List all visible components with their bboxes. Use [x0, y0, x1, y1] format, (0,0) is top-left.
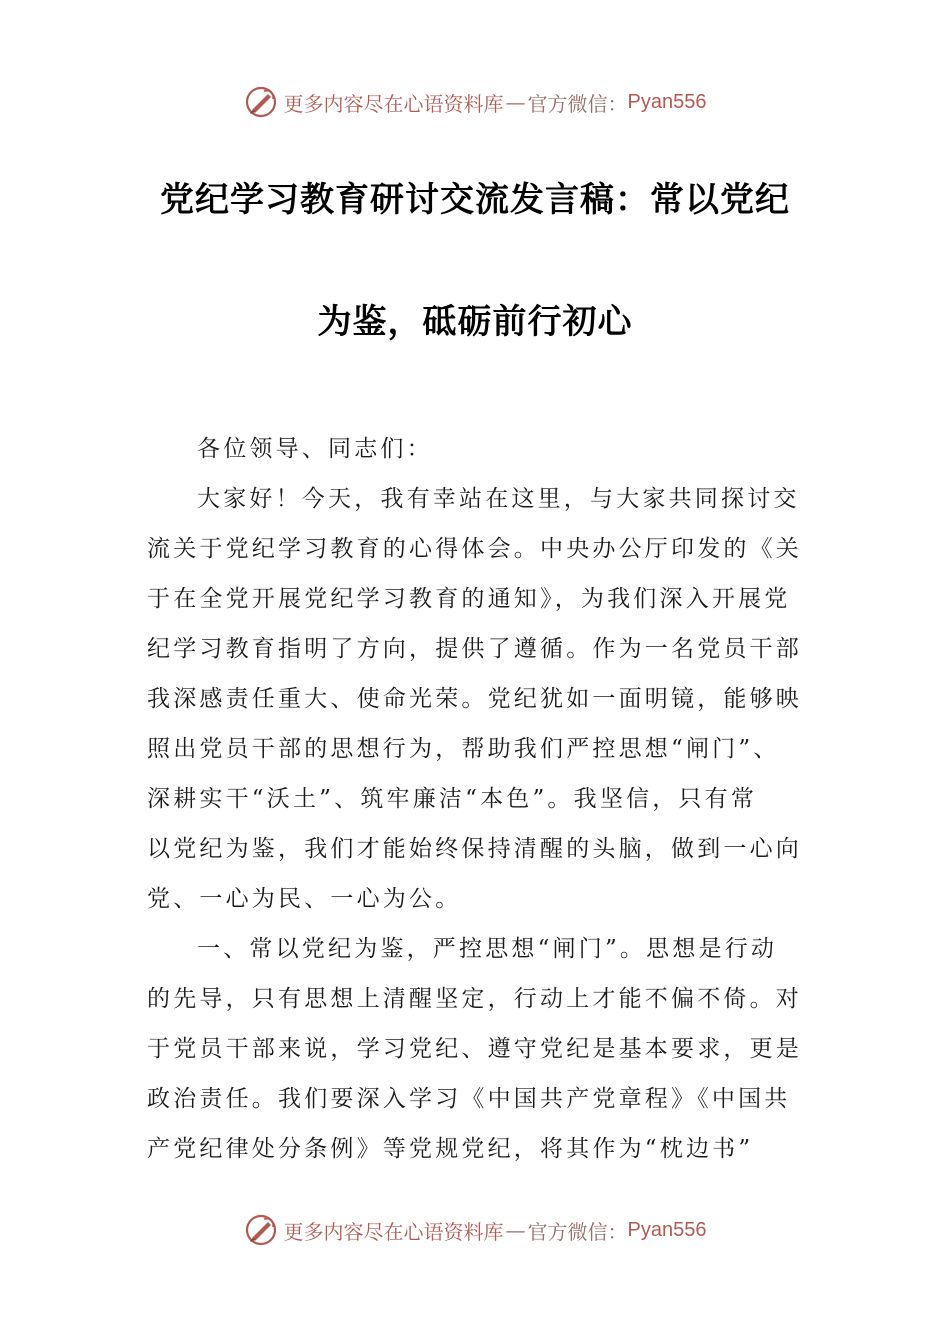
pen-ink-logo-icon	[244, 1213, 278, 1247]
body-line: 于在全党开展党纪学习教育的通知》，为我们深入开展党	[147, 586, 791, 612]
body-line: 纪学习教育指明了方向，提供了遵循。作为一名党员干部	[147, 636, 802, 662]
body-line: 的先导，只有思想上清醒坚定，行动上才能不偏不倚。对	[147, 986, 802, 1012]
body-line: 各位领导、同志们：	[197, 436, 433, 462]
body-line: 产党纪律处分条例》等党规党纪，将其作为“枕边书”	[147, 1136, 754, 1162]
body-line: 一、常以党纪为鉴，严控思想“闸门”。思想是行动	[197, 936, 778, 962]
footer-banner	[0, 1210, 950, 1250]
banner-separator: —	[505, 1218, 526, 1242]
banner-wechat-label: 官方微信：	[527, 1219, 628, 1244]
header-banner	[0, 82, 950, 122]
body-line: 以党纪为鉴，我们才能始终保持清醒的头脑，做到一心向	[147, 836, 802, 862]
body-line: 大家好！今天，我有幸站在这里，与大家共同探讨交	[197, 486, 800, 512]
banner-wechat-label: 官方微信：	[527, 91, 628, 116]
body-line: 政治责任。我们要深入学习《中国共产党章程》《中国共	[147, 1086, 791, 1112]
body-line: 我深感责任重大、使命光荣。党纪犹如一面明镜，能够映	[147, 686, 802, 712]
body-line: 深耕实干“沃土”、筑牢廉洁“本色”。我坚信，只有常	[147, 786, 758, 812]
body-line: 于党员干部来说，学习党纪、遵守党纪是基本要求，更是	[147, 1036, 802, 1062]
banner-separator: —	[505, 90, 526, 114]
banner-wechat-id: Pyan556	[627, 1218, 707, 1241]
document-title-line-1: 党纪学习教育研讨交流发言稿：常以党纪	[160, 180, 790, 220]
banner-text: 更多内容尽在心语资料库	[283, 1219, 504, 1244]
banner-text: 更多内容尽在心语资料库	[283, 91, 504, 116]
banner-wechat-id: Pyan556	[627, 90, 707, 113]
pen-ink-logo-icon	[244, 85, 278, 119]
body-line: 流关于党纪学习教育的心得体会。中央办公厅印发的《关	[147, 536, 802, 562]
body-line: 照出党员干部的思想行为，帮助我们严控思想“闸门”、	[147, 736, 780, 762]
body-line: 党、一心为民、一心为公。	[147, 886, 462, 912]
document-title-line-2: 为鉴，砥砺前行初心	[317, 302, 633, 342]
document-body	[147, 424, 807, 1174]
